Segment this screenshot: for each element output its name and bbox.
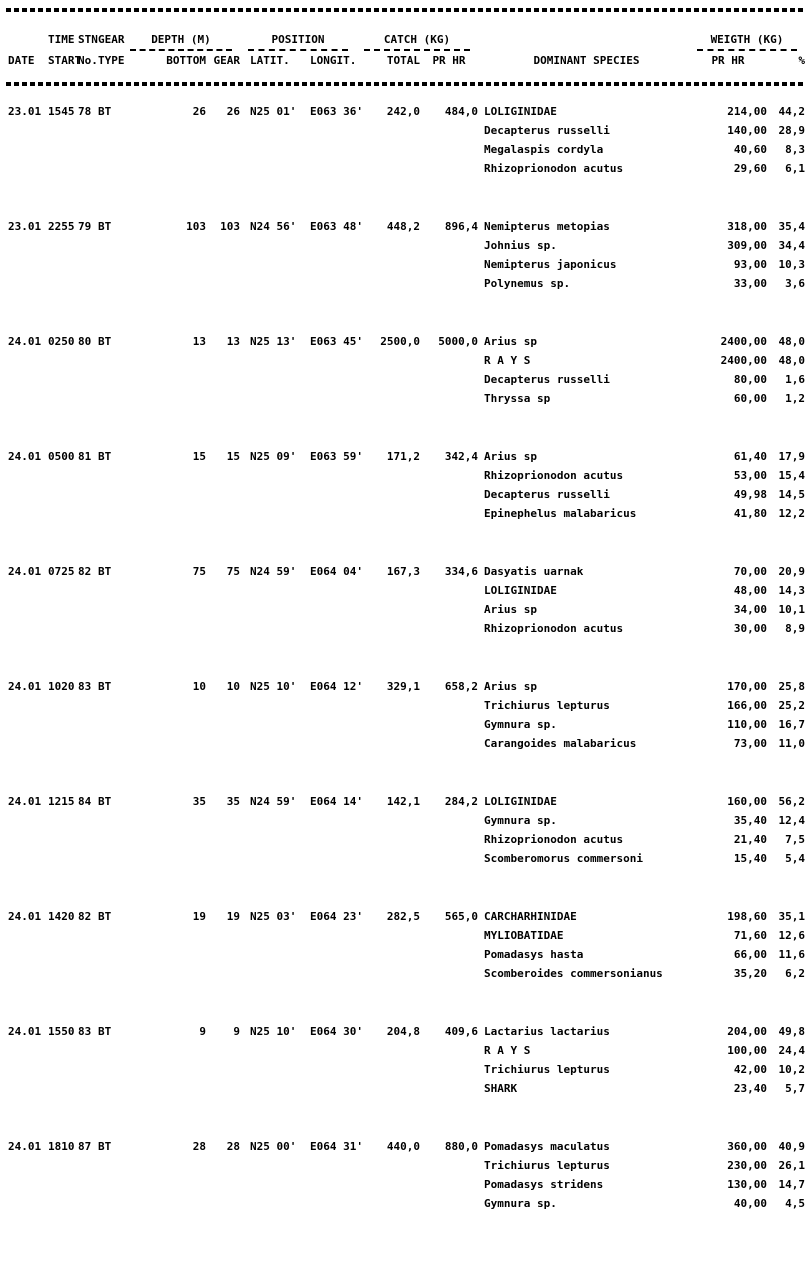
species-weight-pr-hr: 35,40: [733, 814, 767, 827]
species-name: LOLIGINIDAE: [484, 105, 557, 118]
species-weight-pr-hr: 53,00: [733, 469, 767, 482]
station-row: [6, 102, 805, 121]
species-name: R A Y S: [484, 354, 531, 367]
species-row: [6, 696, 805, 715]
species-pct: 48,0: [778, 354, 805, 367]
catch-total-cell: 167,3: [386, 565, 420, 578]
header-bottom: BOTTOM: [166, 54, 206, 67]
species-pct: 34,4: [778, 239, 805, 252]
latitude-cell: N25 10': [250, 680, 297, 693]
longitude-cell: E063 45': [310, 335, 363, 348]
gear-type-cell: BT: [98, 450, 112, 463]
time-start-cell: 1420: [48, 910, 75, 923]
catch-pr-hr-cell: 284,2: [444, 795, 478, 808]
station-block: [6, 792, 805, 868]
species-weight-pr-hr: 61,40: [733, 450, 767, 463]
catch-total-cell: 329,1: [386, 680, 420, 693]
species-pct: 12,2: [778, 507, 805, 520]
species-name: Arius sp: [484, 603, 537, 616]
species-row: [6, 1194, 805, 1213]
time-start-cell: 1545: [48, 105, 75, 118]
depth-gear-cell: 19: [226, 910, 240, 923]
species-pct: 6,1: [785, 162, 805, 175]
species-row: [6, 1060, 805, 1079]
species-row: [6, 389, 805, 408]
species-weight-pr-hr: 73,00: [733, 737, 767, 750]
species-weight-pr-hr: 71,60: [733, 929, 767, 942]
species-pct: 8,9: [785, 622, 805, 635]
species-weight-pr-hr: 166,00: [727, 699, 767, 712]
station-row: [6, 677, 805, 696]
separator-line-header: [6, 82, 805, 86]
stn-no-cell: 78: [78, 105, 92, 118]
species-pct: 24,4: [778, 1044, 805, 1057]
species-row: [6, 581, 805, 600]
longitude-cell: E063 48': [310, 220, 363, 233]
gear-type-cell: BT: [98, 1140, 112, 1153]
species-weight-pr-hr: 60,00: [733, 392, 767, 405]
date-cell: 23.01: [8, 220, 42, 233]
time-start-cell: 0500: [48, 450, 75, 463]
depth-gear-cell: 75: [226, 565, 240, 578]
species-row: [6, 964, 805, 983]
stn-no-cell: 79: [78, 220, 92, 233]
species-name: SHARK: [484, 1082, 518, 1095]
species-row: [6, 1079, 805, 1098]
longitude-cell: E064 12': [310, 680, 363, 693]
species-pct: 4,5: [785, 1197, 805, 1210]
stn-no-cell: 83: [78, 680, 92, 693]
species-name: Dasyatis uarnak: [484, 565, 584, 578]
header-group-depth: DEPTH (M): [130, 30, 232, 51]
species-pct: 8,3: [785, 143, 805, 156]
species-pct: 40,9: [778, 1140, 805, 1153]
species-weight-pr-hr: 80,00: [733, 373, 767, 386]
species-weight-pr-hr: 230,00: [727, 1159, 767, 1172]
catch-total-cell: 2500,0: [380, 335, 420, 348]
species-pct: 15,4: [778, 469, 805, 482]
species-name: Epinephelus malabaricus: [484, 507, 637, 520]
header-weight-pr-hr: PR HR: [711, 54, 745, 67]
species-row: [6, 121, 805, 140]
station-block: [6, 562, 805, 638]
species-name: Rhizoprionodon acutus: [484, 469, 624, 482]
stn-no-cell: 83: [78, 1025, 92, 1038]
species-name: Pomadasys stridens: [484, 1178, 604, 1191]
header-row-2: [6, 51, 805, 70]
time-start-cell: 1215: [48, 795, 75, 808]
depth-gear-cell: 28: [226, 1140, 240, 1153]
species-weight-pr-hr: 204,00: [727, 1025, 767, 1038]
species-name: CARCHARHINIDAE: [484, 910, 577, 923]
species-weight-pr-hr: 130,00: [727, 1178, 767, 1191]
longitude-cell: E064 14': [310, 795, 363, 808]
time-start-cell: 0725: [48, 565, 75, 578]
species-weight-pr-hr: 100,00: [727, 1044, 767, 1057]
species-pct: 25,2: [778, 699, 805, 712]
species-name: Decapterus russelli: [484, 373, 610, 386]
time-start-cell: 1550: [48, 1025, 75, 1038]
date-cell: 24.01: [8, 565, 42, 578]
species-weight-pr-hr: 66,00: [733, 948, 767, 961]
species-weight-pr-hr: 70,00: [733, 565, 767, 578]
species-pct: 14,7: [778, 1178, 805, 1191]
species-name: Decapterus russelli: [484, 488, 610, 501]
species-name: Lactarius lactarius: [484, 1025, 610, 1038]
species-name: Arius sp: [484, 680, 537, 693]
species-weight-pr-hr: 35,20: [733, 967, 767, 980]
header-longit: LONGIT.: [310, 54, 357, 67]
species-name: Carangoides malabaricus: [484, 737, 637, 750]
species-pct: 44,2: [778, 105, 805, 118]
species-pct: 16,7: [778, 718, 805, 731]
table-header: [6, 30, 805, 70]
species-weight-pr-hr: 23,40: [733, 1082, 767, 1095]
species-name: Scomberoides commersonianus: [484, 967, 663, 980]
depth-bottom-cell: 15: [192, 450, 206, 463]
header-gear: GEAR: [98, 33, 125, 46]
station-row: [6, 1137, 805, 1156]
catch-pr-hr-cell: 658,2: [444, 680, 478, 693]
species-pct: 7,5: [785, 833, 805, 846]
species-row: [6, 255, 805, 274]
header-stn: STN: [78, 33, 98, 46]
station-row: [6, 332, 805, 351]
station-row: [6, 217, 805, 236]
catch-total-cell: 282,5: [386, 910, 420, 923]
time-start-cell: 2255: [48, 220, 75, 233]
species-pct: 11,6: [778, 948, 805, 961]
species-pct: 35,4: [778, 220, 805, 233]
stn-no-cell: 87: [78, 1140, 92, 1153]
gear-type-cell: BT: [98, 105, 112, 118]
date-cell: 24.01: [8, 1025, 42, 1038]
species-name: Polynemus sp.: [484, 277, 571, 290]
latitude-cell: N25 01': [250, 105, 297, 118]
species-pct: 48,0: [778, 335, 805, 348]
species-pct: 11,0: [778, 737, 805, 750]
time-start-cell: 0250: [48, 335, 75, 348]
depth-gear-cell: 26: [226, 105, 240, 118]
species-row: [6, 619, 805, 638]
species-pct: 5,7: [785, 1082, 805, 1095]
species-name: Arius sp: [484, 335, 537, 348]
species-pct: 6,2: [785, 967, 805, 980]
species-name: Nemipterus metopias: [484, 220, 610, 233]
species-weight-pr-hr: 198,60: [727, 910, 767, 923]
catch-total-cell: 204,8: [386, 1025, 420, 1038]
header-group-catch: CATCH (KG): [364, 30, 470, 51]
latitude-cell: N25 03': [250, 910, 297, 923]
species-name: Rhizoprionodon acutus: [484, 162, 624, 175]
species-row: [6, 830, 805, 849]
gear-type-cell: BT: [98, 680, 112, 693]
station-row: [6, 447, 805, 466]
station-block: [6, 447, 805, 523]
time-start-cell: 1810: [48, 1140, 75, 1153]
species-pct: 1,2: [785, 392, 805, 405]
catch-pr-hr-cell: 896,4: [444, 220, 478, 233]
species-row: [6, 926, 805, 945]
depth-gear-cell: 9: [233, 1025, 240, 1038]
species-name: Johnius sp.: [484, 239, 557, 252]
species-name: Trichiurus lepturus: [484, 1159, 610, 1172]
depth-bottom-cell: 75: [192, 565, 206, 578]
species-weight-pr-hr: 160,00: [727, 795, 767, 808]
species-weight-pr-hr: 140,00: [727, 124, 767, 137]
catch-total-cell: 142,1: [386, 795, 420, 808]
date-cell: 24.01: [8, 795, 42, 808]
species-name: Pomadasys hasta: [484, 948, 584, 961]
species-pct: 10,1: [778, 603, 805, 616]
species-row: [6, 159, 805, 178]
species-row: [6, 600, 805, 619]
catch-pr-hr-cell: 409,6: [444, 1025, 478, 1038]
latitude-cell: N24 59': [250, 795, 297, 808]
time-start-cell: 1020: [48, 680, 75, 693]
species-weight-pr-hr: 29,60: [733, 162, 767, 175]
depth-bottom-cell: 13: [192, 335, 206, 348]
date-cell: 24.01: [8, 335, 42, 348]
species-weight-pr-hr: 33,00: [733, 277, 767, 290]
date-cell: 24.01: [8, 910, 42, 923]
depth-bottom-cell: 19: [192, 910, 206, 923]
species-name: Nemipterus japonicus: [484, 258, 617, 271]
header-row-1: [6, 30, 805, 51]
species-name: LOLIGINIDAE: [484, 584, 557, 597]
stn-no-cell: 80: [78, 335, 92, 348]
depth-gear-cell: 15: [226, 450, 240, 463]
species-weight-pr-hr: 30,00: [733, 622, 767, 635]
date-cell: 24.01: [8, 450, 42, 463]
species-weight-pr-hr: 110,00: [727, 718, 767, 731]
species-name: LOLIGINIDAE: [484, 795, 557, 808]
depth-bottom-cell: 35: [192, 795, 206, 808]
longitude-cell: E064 04': [310, 565, 363, 578]
species-row: [6, 1041, 805, 1060]
species-name: MYLIOBATIDAE: [484, 929, 564, 942]
station-row: [6, 1022, 805, 1041]
station-block: [6, 1022, 805, 1098]
station-block: [6, 1137, 805, 1213]
header-pct: %: [798, 54, 805, 67]
species-pct: 1,6: [785, 373, 805, 386]
species-name: Pomadasys maculatus: [484, 1140, 610, 1153]
gear-type-cell: BT: [98, 1025, 112, 1038]
species-weight-pr-hr: 309,00: [727, 239, 767, 252]
date-cell: 24.01: [8, 1140, 42, 1153]
header-start: START: [48, 54, 82, 67]
species-name: Rhizoprionodon acutus: [484, 833, 624, 846]
species-name: Trichiurus lepturus: [484, 1063, 610, 1076]
depth-bottom-cell: 28: [192, 1140, 206, 1153]
station-row: [6, 792, 805, 811]
stn-no-cell: 84: [78, 795, 92, 808]
catch-total-cell: 242,0: [386, 105, 420, 118]
species-row: [6, 351, 805, 370]
separator-line-top: [6, 8, 805, 12]
species-pct: 20,9: [778, 565, 805, 578]
header-no: No.: [78, 54, 98, 67]
header-dominant-species: DOMINANT SPECIES: [533, 54, 640, 67]
species-name: R A Y S: [484, 1044, 531, 1057]
species-weight-pr-hr: 21,40: [733, 833, 767, 846]
header-date: DATE: [8, 54, 35, 67]
species-weight-pr-hr: 360,00: [727, 1140, 767, 1153]
species-row: [6, 849, 805, 868]
species-pct: 49,8: [778, 1025, 805, 1038]
catch-pr-hr-cell: 334,6: [444, 565, 478, 578]
species-pct: 56,2: [778, 795, 805, 808]
species-weight-pr-hr: 49,98: [733, 488, 767, 501]
stn-no-cell: 82: [78, 565, 92, 578]
header-total: TOTAL: [386, 54, 420, 67]
header-time: TIME: [48, 33, 75, 46]
species-pct: 26,1: [778, 1159, 805, 1172]
species-row: [6, 715, 805, 734]
date-cell: 24.01: [8, 680, 42, 693]
longitude-cell: E064 23': [310, 910, 363, 923]
species-weight-pr-hr: 93,00: [733, 258, 767, 271]
species-name: Rhizoprionodon acutus: [484, 622, 624, 635]
header-catch-pr-hr: PR HR: [432, 54, 466, 67]
species-weight-pr-hr: 48,00: [733, 584, 767, 597]
species-name: Decapterus russelli: [484, 124, 610, 137]
gear-type-cell: BT: [98, 565, 112, 578]
species-name: Trichiurus lepturus: [484, 699, 610, 712]
species-name: Arius sp: [484, 450, 537, 463]
species-row: [6, 811, 805, 830]
species-pct: 12,6: [778, 929, 805, 942]
report-body: [6, 102, 805, 1213]
species-weight-pr-hr: 40,00: [733, 1197, 767, 1210]
header-gear-depth: GEAR: [213, 54, 240, 67]
depth-bottom-cell: 26: [192, 105, 206, 118]
longitude-cell: E064 31': [310, 1140, 363, 1153]
species-row: [6, 1175, 805, 1194]
longitude-cell: E064 30': [310, 1025, 363, 1038]
species-pct: 10,2: [778, 1063, 805, 1076]
species-row: [6, 140, 805, 159]
species-pct: 5,4: [785, 852, 805, 865]
header-type: TYPE: [98, 54, 125, 67]
station-block: [6, 907, 805, 983]
species-row: [6, 945, 805, 964]
species-weight-pr-hr: 318,00: [727, 220, 767, 233]
stn-no-cell: 81: [78, 450, 92, 463]
depth-gear-cell: 13: [226, 335, 240, 348]
species-name: Gymnura sp.: [484, 814, 557, 827]
latitude-cell: N24 56': [250, 220, 297, 233]
species-row: [6, 274, 805, 293]
species-weight-pr-hr: 170,00: [727, 680, 767, 693]
species-pct: 35,1: [778, 910, 805, 923]
species-pct: 25,8: [778, 680, 805, 693]
species-row: [6, 370, 805, 389]
station-block: [6, 217, 805, 293]
catch-total-cell: 171,2: [386, 450, 420, 463]
species-name: Gymnura sp.: [484, 1197, 557, 1210]
catch-total-cell: 440,0: [386, 1140, 420, 1153]
depth-bottom-cell: 9: [199, 1025, 206, 1038]
longitude-cell: E063 59': [310, 450, 363, 463]
species-row: [6, 734, 805, 753]
species-pct: 3,6: [785, 277, 805, 290]
species-name: Gymnura sp.: [484, 718, 557, 731]
catch-pr-hr-cell: 342,4: [444, 450, 478, 463]
header-group-position: POSITION: [248, 30, 348, 51]
catch-pr-hr-cell: 5000,0: [438, 335, 478, 348]
species-pct: 14,3: [778, 584, 805, 597]
latitude-cell: N25 10': [250, 1025, 297, 1038]
date-cell: 23.01: [8, 105, 42, 118]
latitude-cell: N25 09': [250, 450, 297, 463]
catch-pr-hr-cell: 484,0: [444, 105, 478, 118]
stn-no-cell: 82: [78, 910, 92, 923]
species-pct: 10,3: [778, 258, 805, 271]
depth-gear-cell: 35: [226, 795, 240, 808]
species-weight-pr-hr: 42,00: [733, 1063, 767, 1076]
gear-type-cell: BT: [98, 910, 112, 923]
gear-type-cell: BT: [98, 335, 112, 348]
species-name: Thryssa sp: [484, 392, 551, 405]
gear-type-cell: BT: [98, 220, 112, 233]
species-weight-pr-hr: 34,00: [733, 603, 767, 616]
species-weight-pr-hr: 2400,00: [720, 335, 767, 348]
catch-pr-hr-cell: 880,0: [444, 1140, 478, 1153]
species-weight-pr-hr: 40,60: [733, 143, 767, 156]
species-pct: 28,9: [778, 124, 805, 137]
latitude-cell: N24 59': [250, 565, 297, 578]
station-block: [6, 332, 805, 408]
species-name: Megalaspis cordyla: [484, 143, 604, 156]
station-row: [6, 562, 805, 581]
species-weight-pr-hr: 15,40: [733, 852, 767, 865]
species-row: [6, 466, 805, 485]
species-weight-pr-hr: 214,00: [727, 105, 767, 118]
latitude-cell: N25 00': [250, 1140, 297, 1153]
species-row: [6, 236, 805, 255]
station-block: [6, 677, 805, 753]
catch-pr-hr-cell: 565,0: [444, 910, 478, 923]
header-latit: LATIT.: [250, 54, 290, 67]
catch-total-cell: 448,2: [386, 220, 420, 233]
depth-bottom-cell: 10: [192, 680, 206, 693]
species-row: [6, 485, 805, 504]
species-pct: 12,4: [778, 814, 805, 827]
longitude-cell: E063 36': [310, 105, 363, 118]
species-row: [6, 504, 805, 523]
species-weight-pr-hr: 2400,00: [720, 354, 767, 367]
species-pct: 14,5: [778, 488, 805, 501]
station-block: [6, 102, 805, 178]
depth-gear-cell: 103: [220, 220, 240, 233]
species-weight-pr-hr: 41,80: [733, 507, 767, 520]
species-row: [6, 1156, 805, 1175]
latitude-cell: N25 13': [250, 335, 297, 348]
species-pct: 17,9: [778, 450, 805, 463]
depth-bottom-cell: 103: [186, 220, 206, 233]
header-group-weight: WEIGTH (KG): [697, 30, 797, 51]
species-name: Scomberomorus commersoni: [484, 852, 643, 865]
station-row: [6, 907, 805, 926]
depth-gear-cell: 10: [226, 680, 240, 693]
gear-type-cell: BT: [98, 795, 112, 808]
